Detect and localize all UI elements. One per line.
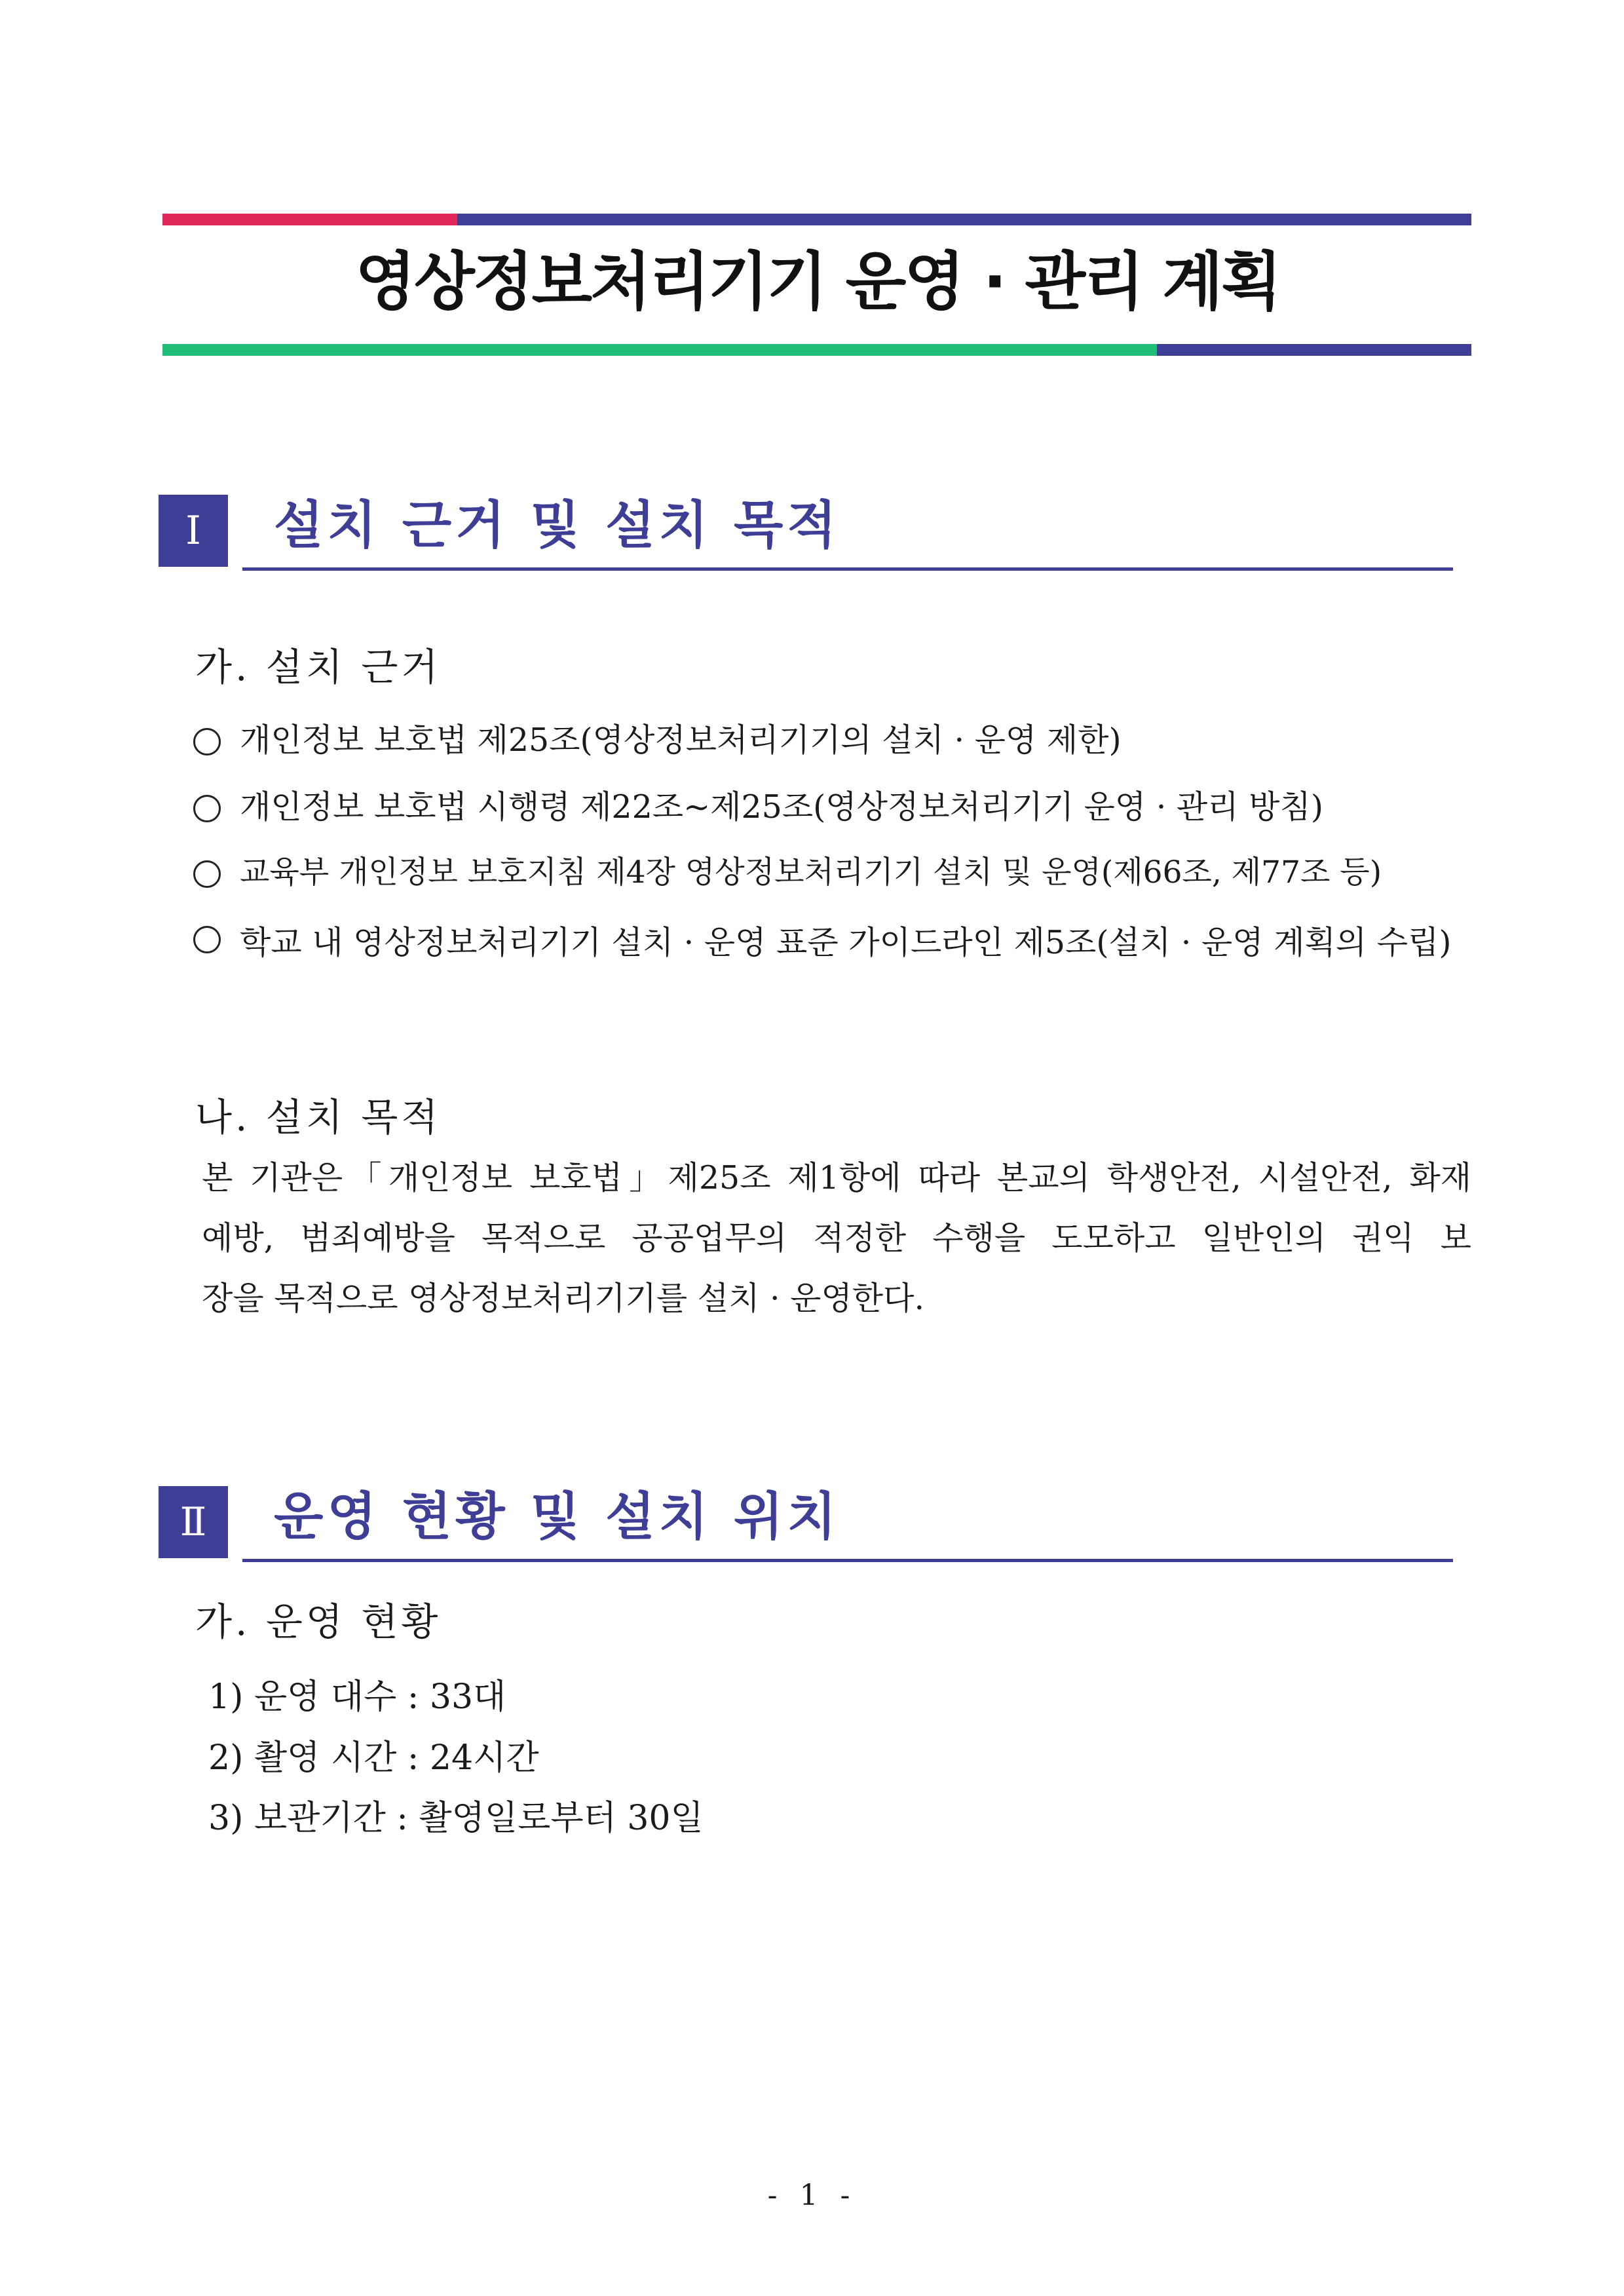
- purpose-paragraph: [202, 1148, 1471, 1329]
- purpose-line: 장을 목적으로 영상정보처리기기를 설치 · 운영한다.: [202, 1280, 925, 1317]
- section-underline: [242, 1559, 1453, 1562]
- basis-item: 교육부 개인정보 보호지침 제4장 영상정보처리기기 설치 및 운영(제66조, 제77조 등): [240, 854, 1382, 890]
- purpose-line: 예방, 범죄예방을 목적으로 공공업무의 적정한 수행을 도모하고 일반인의 권익 보: [202, 1219, 1471, 1257]
- document-title: 영상정보처리기기 운영 · 관리 계획: [355, 245, 1280, 318]
- bullet-circle-icon: [193, 795, 221, 822]
- purpose-line: 본 기관은「개인정보 보호법」제25조 제1항에 따라 본교의 학생안전, 시설안전, 화재: [202, 1159, 1471, 1196]
- section-number-badge: Ⅱ: [159, 1486, 228, 1558]
- title-top-bar-red: [162, 214, 457, 225]
- bullet-circle-icon: [193, 728, 221, 756]
- title-top-bar-navy: [457, 214, 1471, 225]
- status-item: 2) 촬영 시간 : 24시간: [208, 1738, 539, 1778]
- bullet-circle-icon: [193, 926, 221, 953]
- status-item: 3) 보관기간 : 촬영일로부터 30일: [208, 1799, 704, 1838]
- basis-item: 개인정보 보호법 제25조(영상정보처리기기의 설치 · 운영 제한): [240, 721, 1122, 759]
- basis-item: 개인정보 보호법 시행령 제22조~제25조(영상정보처리기기 운영 · 관리 방침): [240, 788, 1323, 826]
- basis-item: 학교 내 영상정보처리기기 설치 · 운영 표준 가이드라인 제5조(설치 · 운영 계획의 수립): [240, 924, 1452, 961]
- page-number: - 1 -: [767, 2179, 857, 2212]
- subsection-heading: 나. 설치 목적: [195, 1095, 442, 1139]
- section-underline: [242, 567, 1453, 571]
- status-item: 1) 운영 대수 : 33대: [208, 1677, 506, 1717]
- section-title: 설치 근거 및 설치 목적: [274, 496, 840, 555]
- title-bottom-bar-navy: [1157, 344, 1471, 356]
- subsection-heading: 가. 설치 근거: [195, 645, 442, 689]
- subsection-heading: 가. 운영 현황: [195, 1599, 442, 1644]
- section-number-badge: Ⅰ: [159, 495, 228, 567]
- title-bottom-bar-green: [162, 344, 1157, 356]
- bullet-circle-icon: [193, 860, 221, 888]
- section-title: 운영 현황 및 설치 위치: [274, 1487, 840, 1546]
